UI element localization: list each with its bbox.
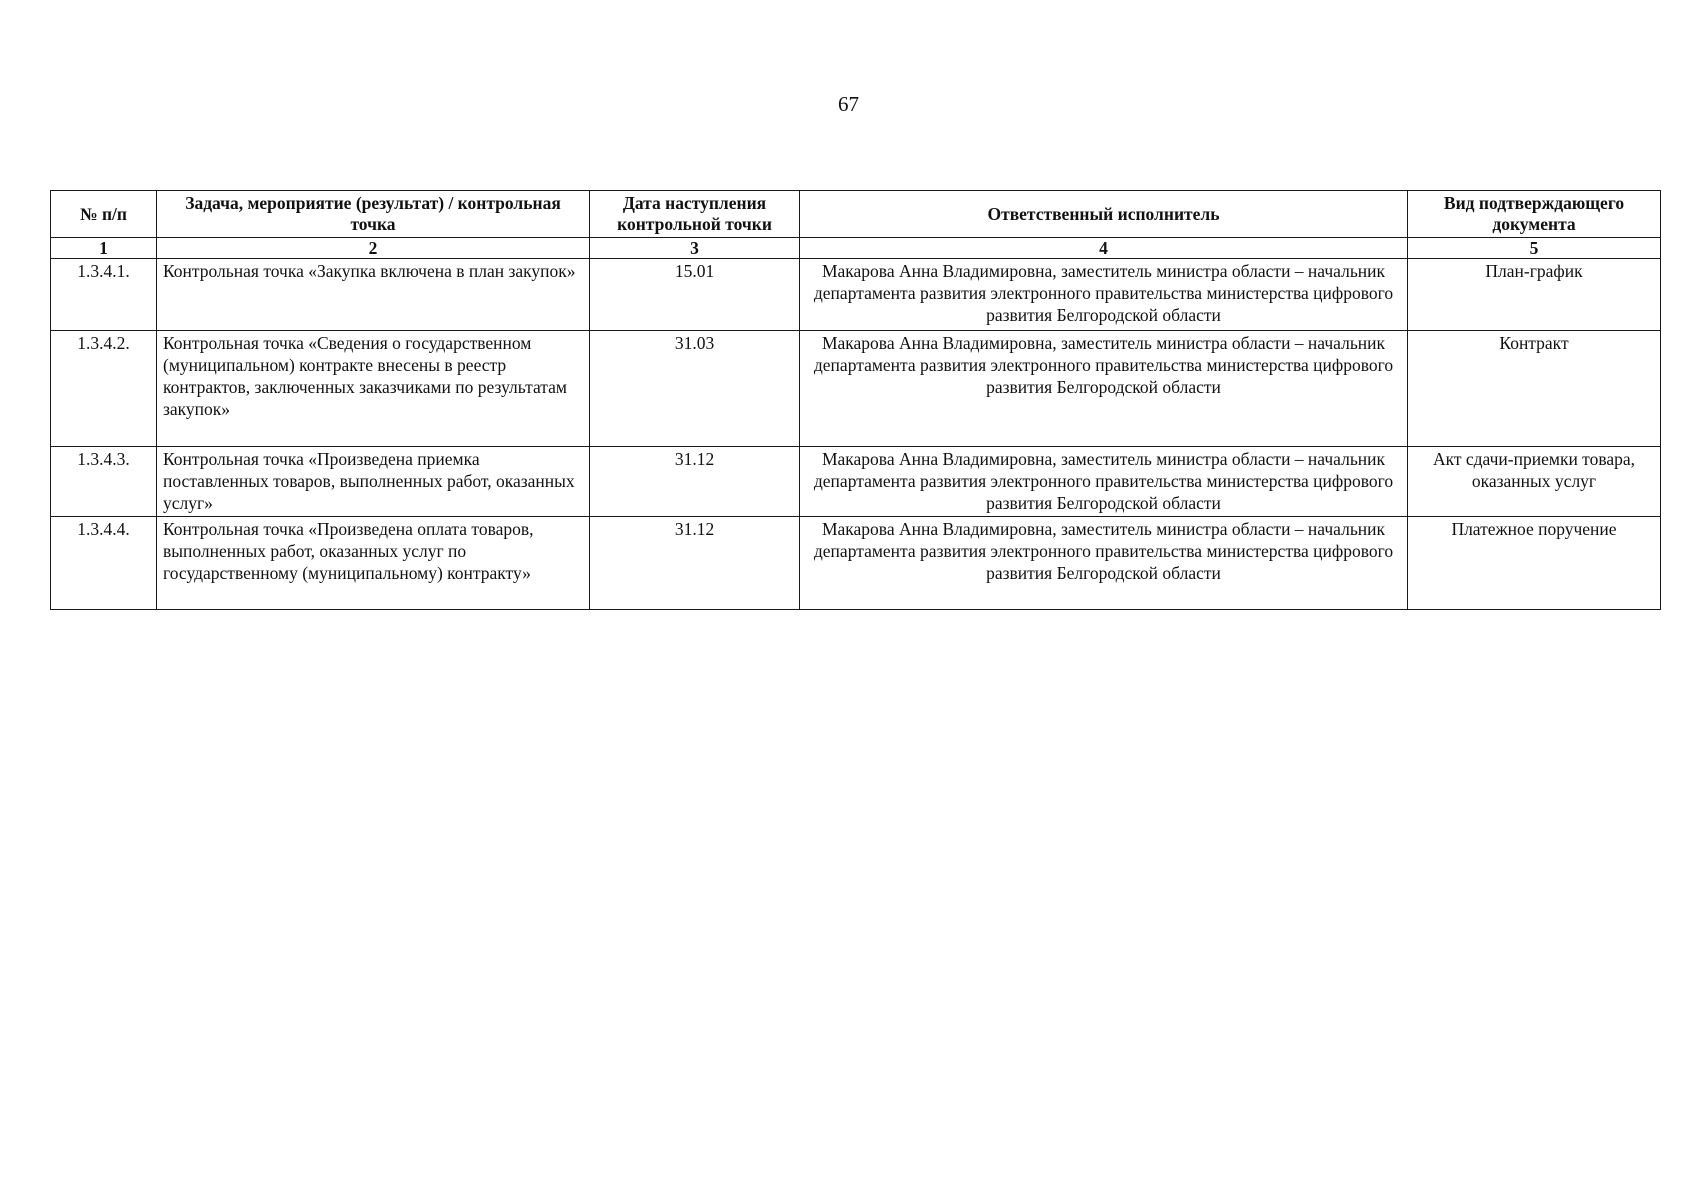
header-date: Дата наступления контрольной точки [590,191,800,238]
row-document: План-график [1408,259,1661,331]
header-executor: Ответственный исполнитель [800,191,1408,238]
row-document: Контракт [1408,331,1661,447]
column-number: 1 [51,238,157,259]
row-executor: Макарова Анна Владимировна, заместитель министра области – начальник департамента развития электронного правительства министерства цифрового развития Белгородской области [800,447,1408,517]
row-task: Контрольная точка «Закупка включена в план закупок» [157,259,590,331]
column-number: 5 [1408,238,1661,259]
row-executor: Макарова Анна Владимировна, заместитель министра области – начальник департамента развития электронного правительства министерства цифрового развития Белгородской области [800,259,1408,331]
row-task: Контрольная точка «Сведения о государственном (муниципальном) контракте внесены в реестр контрактов, заключенных заказчиками по результатам закупок» [157,331,590,447]
table-row [51,447,1661,517]
header-number: № п/п [51,191,157,238]
header-task: Задача, мероприятие (результат) / контрольная точка [157,191,590,238]
row-date: 15.01 [590,259,800,331]
column-number: 3 [590,238,800,259]
row-number: 1.3.4.2. [51,331,157,447]
row-executor: Макарова Анна Владимировна, заместитель министра области – начальник департамента развития электронного правительства министерства цифрового развития Белгородской области [800,517,1408,610]
row-number: 1.3.4.1. [51,259,157,331]
header-document: Вид подтверждающего документа [1408,191,1661,238]
row-number: 1.3.4.3. [51,447,157,517]
page-number: 67 [838,92,859,116]
row-task: Контрольная точка «Произведена оплата товаров, выполненных работ, оказанных услуг по государственному (муниципальному) контракту» [157,517,590,610]
row-date: 31.03 [590,331,800,447]
column-number: 4 [800,238,1408,259]
table-header-row [51,191,1661,238]
row-task: Контрольная точка «Произведена приемка поставленных товаров, выполненных работ, оказанных услуг» [157,447,590,517]
row-number: 1.3.4.4. [51,517,157,610]
row-executor: Макарова Анна Владимировна, заместитель министра области – начальник департамента развития электронного правительства министерства цифрового развития Белгородской области [800,331,1408,447]
row-date: 31.12 [590,447,800,517]
row-document: Акт сдачи-приемки товара, оказанных услуг [1408,447,1661,517]
column-number-row [51,238,1661,259]
column-number: 2 [157,238,590,259]
row-date: 31.12 [590,517,800,610]
table-row [51,259,1661,331]
table-row [51,331,1661,447]
control-points-table [50,190,1661,610]
table-row [51,517,1661,610]
row-document: Платежное поручение [1408,517,1661,610]
